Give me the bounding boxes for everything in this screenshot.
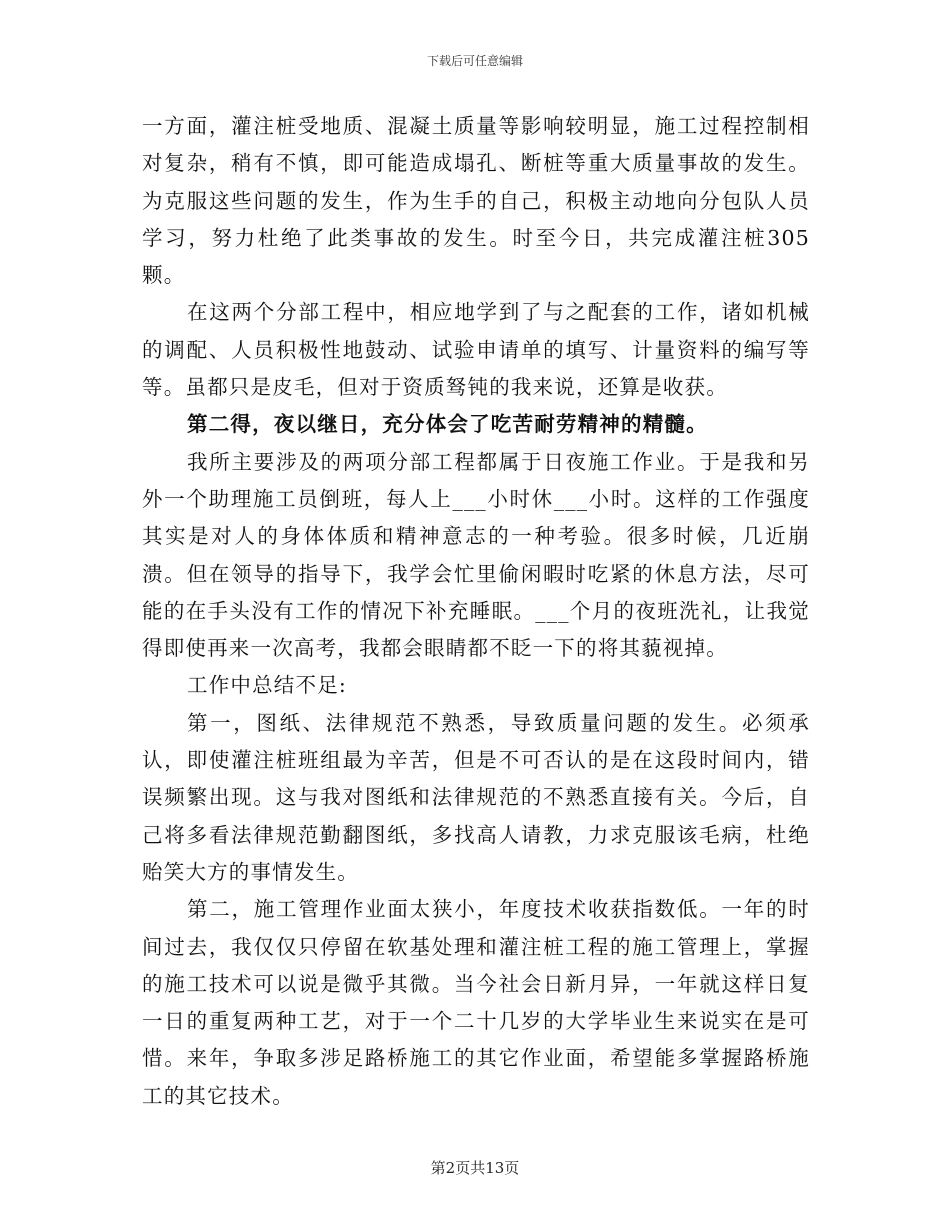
page-header: 下载后可任意编辑 — [426, 54, 523, 68]
paragraph-5: 第一，图纸、法律规范不熟悉，导致质量问题的发生。必须承认，即使灌注桩班组最为辛苦，但是不可否认的是在这段时间内，错误频繁出现。这与我对图纸和法律规范的不熟悉直接有关。今后，自己将多看法律规范勤翻图纸，多找高人请教，力求克服该毛病，杜绝贻笑大方的事情发生。 — [142, 710, 810, 884]
document-body — [142, 108, 810, 1115]
paragraph-1: 一方面，灌注桩受地质、混凝土质量等影响较明显，施工过程控制相对复杂，稍有不慎，即可能造成塌孔、断桩等重大质量事故的发生。为克服这些问题的发生，作为生手的自己，积极主动地向分包队人员学习，努力杜绝了此类事故的发生。时至今日，共完成灌注桩305颗。 — [142, 114, 810, 288]
paragraph-4: 工作中总结不足: — [187, 673, 348, 698]
paragraph-6: 第二，施工管理作业面太狭小，年度技术收获指数低。一年的时间过去，我仅仅只停留在软基处理和灌注桩工程的施工管理上，掌握的施工技术可以说是微乎其微。当今社会日新月异，一年就这样日复一日的重复两种工艺，对于一个二十几岁的大学毕业生来说实在是可惜。来年，争取多涉足路桥施工的其它作业面，希望能多掌握路桥施工的其它技术。 — [142, 897, 810, 1108]
page-number: 第2页共13页 — [430, 1159, 520, 1177]
section-heading: 第二得，夜以继日，充分体会了吃苦耐劳精神的精髓。 — [187, 412, 708, 437]
paragraph-2: 在这两个分部工程中，相应地学到了与之配套的工作，诸如机械的调配、人员积极性地鼓动、试验申请单的填写、计量资料的编写等等。虽都只是皮毛，但对于资质驽钝的我来说，还算是收获。 — [142, 300, 810, 400]
paragraph-3: 我所主要涉及的两项分部工程都属于日夜施工作业。于是我和另外一个助理施工员倒班，每人上___小时休___小时。这样的工作强度其实是对人的身体体质和精神意志的一种考验。很多时候，几近崩溃。但在领导的指导下，我学会忙里偷闲暇时吃紧的休息方法，尽可能的在手头没有工作的情况下补充睡眠。___个月的夜班洗礼，让我觉得即使再来一次高考，我都会眼睛都不眨一下的将其藐视掉。 — [142, 449, 810, 661]
